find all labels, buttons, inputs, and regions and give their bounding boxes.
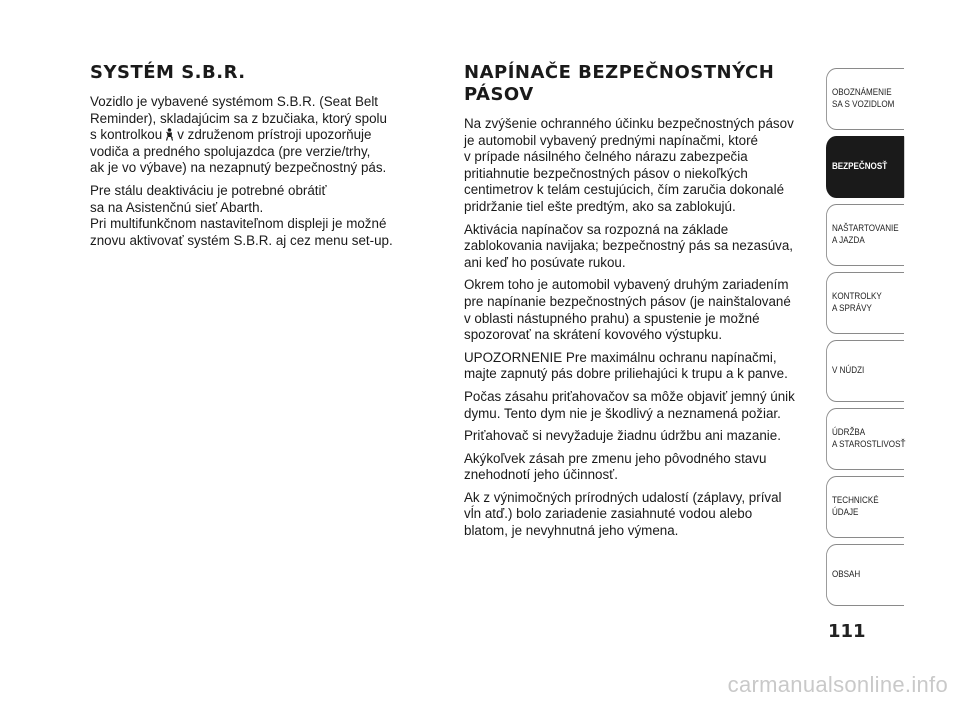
text-line: Priťahovač si nevyžaduje žiadnu údržbu ani mazanie.: [464, 428, 781, 444]
text-line: UPOZORNENIE Pre maximálnu ochranu napínačmi,: [464, 349, 777, 365]
text-line: Vozidlo je vybavené systémom S.B.R. (Seat Belt: [90, 94, 379, 109]
right-column: [464, 62, 809, 546]
pretensioner-paragraph: [464, 451, 809, 484]
text-line: vĺn atď.) bolo zariadenie zasiahnuté vodou alebo: [464, 506, 753, 522]
text-fragment: v združenom prístroji upozorňuje: [177, 127, 372, 143]
pretensioner-paragraphs: [464, 116, 809, 540]
heading-line: PÁSOV: [464, 84, 534, 105]
text-line: pre napínanie bezpečnostných pásov (je nainštalované: [464, 293, 791, 309]
text-line: centimetrov k telám cestujúcich, čím zaručia dokonalé: [464, 182, 785, 198]
section-heading-sbr: SYSTÉM S.B.R.: [90, 62, 246, 83]
chapter-tabs: [826, 68, 918, 612]
pretensioner-paragraph: [464, 389, 809, 422]
tab-label: OBSAH: [831, 569, 861, 580]
tab-label: V NÚDZI: [831, 365, 865, 376]
pretensioner-paragraph: [464, 277, 809, 343]
tab-label: OBOZNÁMENIE: [831, 87, 892, 98]
pretensioner-paragraph: [464, 350, 809, 383]
text-line: sa na Asistenčnú sieť Abarth.: [90, 199, 264, 215]
pretensioner-paragraph: [464, 116, 809, 216]
tab-label: TECHNICKÉ: [831, 495, 879, 506]
chapter-tab[interactable]: [826, 340, 904, 402]
text-line: Okrem toho je automobil vybavený druhým zariadením: [464, 277, 789, 293]
sbr-paragraph-1: [90, 94, 425, 177]
pretensioner-paragraph: [464, 428, 809, 445]
tab-label: A STAROSTLIVOSŤ: [831, 439, 906, 450]
chapter-tab[interactable]: [826, 544, 904, 606]
text-line-with-icon: [90, 127, 425, 144]
seatbelt-warning-icon: [165, 128, 174, 141]
text-line: blatom, je nevyhnutná jeho výmena.: [464, 523, 679, 539]
tab-label: ÚDAJE: [831, 507, 859, 518]
chapter-tab[interactable]: [826, 272, 904, 334]
left-column: [90, 62, 425, 255]
text-line: je automobil vybavený prednými napínačmi, ktoré: [464, 132, 758, 148]
text-line: pridržanie tiel ešte predtým, ako sa zablokujú.: [464, 198, 736, 214]
text-line: v prípade násilného čelného nárazu zabezpečia: [464, 149, 748, 165]
text-line: Aktivácia napínačov sa rozpozná na základe: [464, 221, 729, 237]
page-number: 111: [828, 621, 866, 642]
text-line: znehodnotí jeho účinnosť.: [464, 467, 618, 483]
text-line: Pre stálu deaktiváciu je potrebné obrátiť: [90, 182, 327, 198]
pretensioner-paragraph: [464, 490, 809, 540]
tab-label: NAŠTARTOVANIE: [831, 223, 899, 234]
text-line: Reminder), skladajúcim sa z bzučiaka, ktorý spolu: [90, 110, 387, 126]
text-line: vodiča a predného spolujazdca (pre verzie/trhy,: [90, 143, 371, 159]
text-fragment: s kontrolkou: [90, 127, 163, 143]
text-line: Na zvýšenie ochranného účinku bezpečnostných pásov: [464, 116, 794, 131]
text-line: majte zapnutý pás dobre priliehajúci k trupu a k panve.: [464, 366, 788, 382]
watermark: carmanualsonline.info: [727, 672, 948, 697]
chapter-tab[interactable]: [826, 408, 904, 470]
chapter-tab[interactable]: [826, 204, 904, 266]
text-line: dymu. Tento dym nie je škodlivý a neznamená požiar.: [464, 405, 781, 421]
section-heading-pretensioners: [464, 62, 809, 106]
tab-label: ÚDRŽBA: [831, 427, 866, 438]
text-line: pritiahnutie bezpečnostných pásov o niekoľkých: [464, 165, 748, 181]
tab-label: SA S VOZIDLOM: [831, 99, 895, 110]
sbr-paragraph-2: [90, 183, 425, 249]
text-line: Ak z výnimočných prírodných udalostí (záplavy, príval: [464, 489, 782, 505]
chapter-tab[interactable]: [826, 68, 904, 130]
chapter-tab[interactable]: [826, 136, 904, 198]
tab-label: A SPRÁVY: [831, 303, 872, 314]
text-line: Pri multifunkčnom nastaviteľnom displeji je možné: [90, 216, 387, 232]
text-line: zablokovania navijaka; bezpečnostný pás sa nezasúva,: [464, 238, 794, 254]
text-line: v oblasti nástupného prahu) a spustenie je možné: [464, 310, 760, 326]
text-line: Počas zásahu priťahovačov sa môže objaviť jemný únik: [464, 388, 795, 404]
text-line: ani keď ho posúvate rukou.: [464, 254, 626, 270]
text-line: ak je vo výbave) na nezapnutý bezpečnostný pás.: [90, 160, 387, 176]
tab-label: A JAZDA: [831, 235, 865, 246]
heading-line: NAPÍNAČE BEZPEČNOSTNÝCH: [464, 62, 775, 83]
tab-label: KONTROLKY: [831, 291, 882, 302]
pretensioner-paragraph: [464, 222, 809, 272]
text-line: znovu aktivovať systém S.B.R. aj cez menu set-up.: [90, 232, 393, 248]
text-line: Akýkoľvek zásah pre zmenu jeho pôvodného stavu: [464, 450, 767, 466]
text-line: spozorovať na skrátení kovového výstupku.: [464, 327, 723, 343]
tab-label: BEZPEČNOSŤ: [831, 161, 888, 172]
chapter-tab[interactable]: [826, 476, 904, 538]
